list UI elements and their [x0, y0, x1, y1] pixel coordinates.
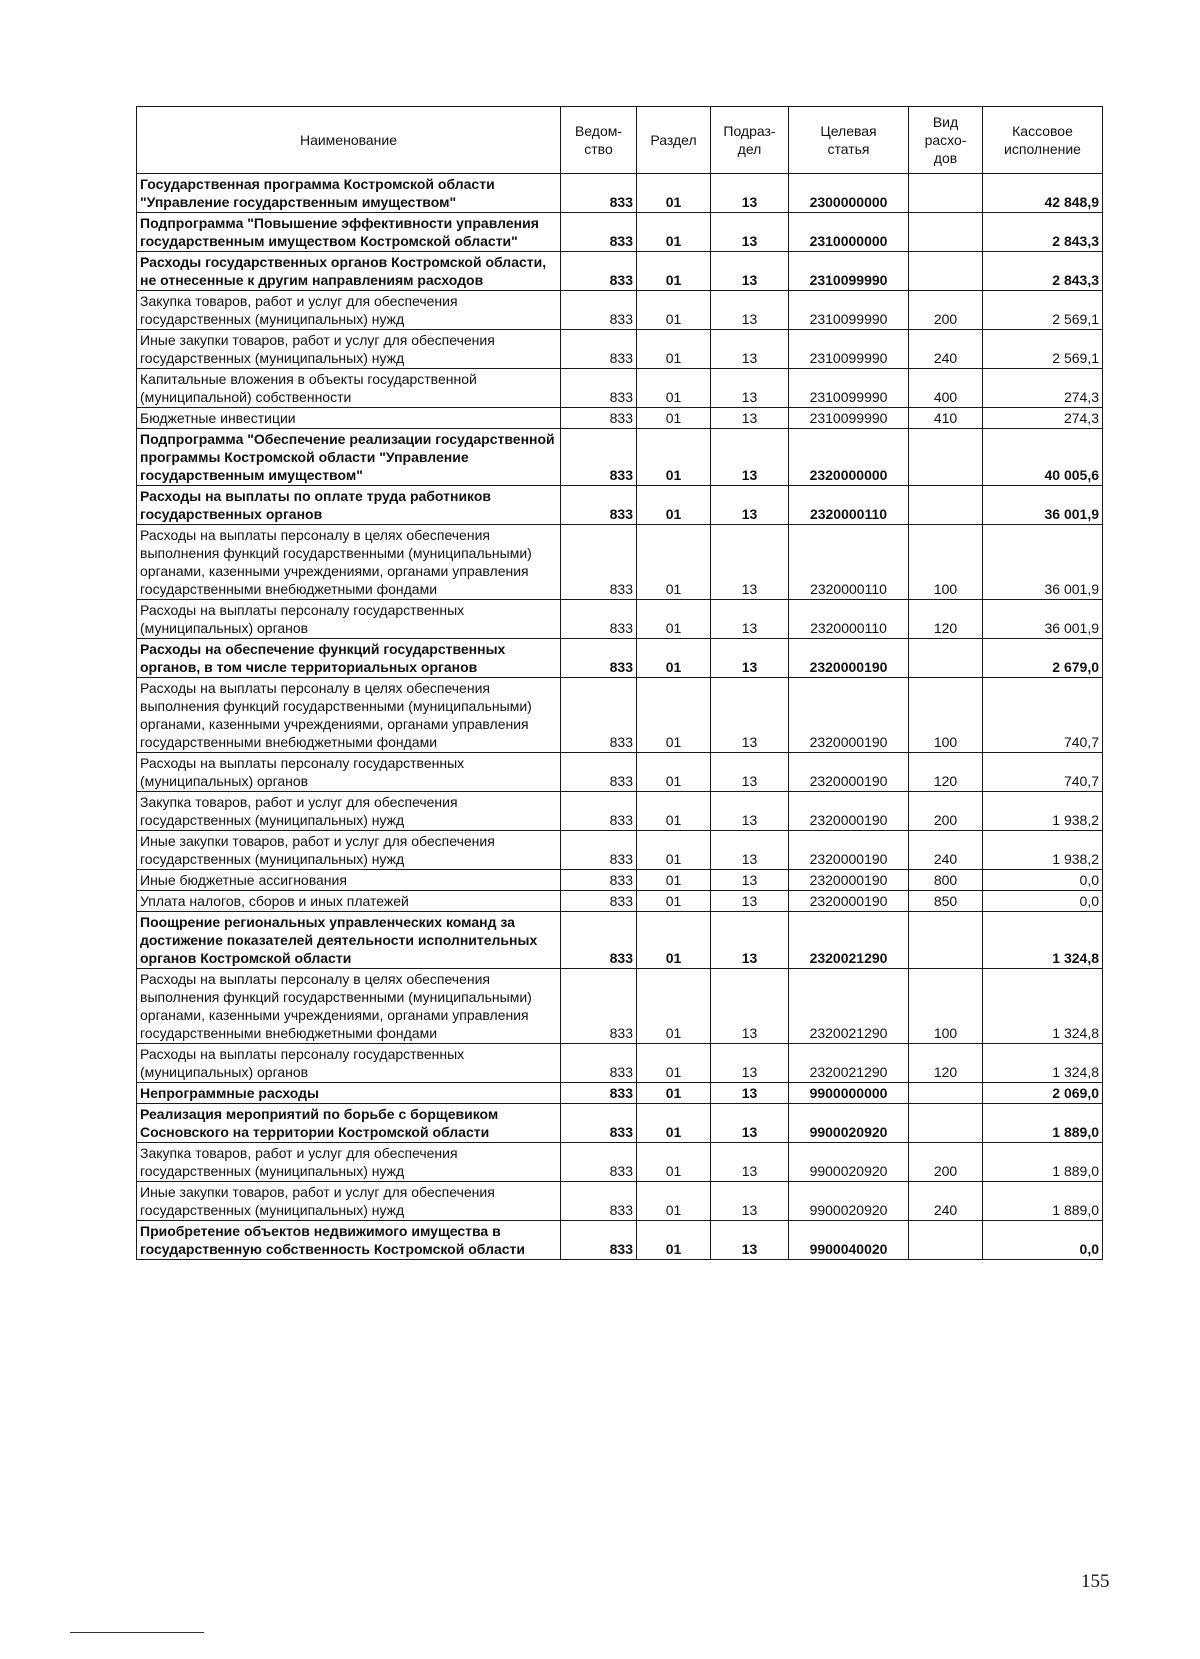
cell-name: Уплата налогов, сборов и иных платежей: [137, 891, 561, 912]
cell-exptype: [909, 912, 983, 969]
cell-target: 9900040020: [789, 1221, 909, 1260]
cell-section: 01: [637, 831, 711, 870]
cell-name: Закупка товаров, работ и услуг для обеспечения государственных (муниципальных) нужд: [137, 291, 561, 330]
cell-exptype: [909, 1104, 983, 1143]
cell-dept: 833: [561, 600, 637, 639]
cell-target: 2320000000: [789, 429, 909, 486]
cell-subsection: 13: [711, 429, 789, 486]
table-row: [137, 408, 1103, 429]
cell-exptype: [909, 1083, 983, 1104]
cell-amount: 1 324,8: [983, 1044, 1103, 1083]
cell-subsection: 13: [711, 639, 789, 678]
cell-dept: 833: [561, 486, 637, 525]
cell-dept: 833: [561, 1083, 637, 1104]
cell-section: 01: [637, 678, 711, 753]
cell-exptype: [909, 174, 983, 213]
cell-target: 9900020920: [789, 1104, 909, 1143]
table-row: [137, 969, 1103, 1044]
cell-target: 2320000110: [789, 525, 909, 600]
cell-subsection: 13: [711, 870, 789, 891]
cell-name: Подпрограмма "Повышение эффективности управления государственным имуществом Костромской области": [137, 213, 561, 252]
cell-dept: 833: [561, 408, 637, 429]
cell-target: 2320000190: [789, 870, 909, 891]
table-row: [137, 912, 1103, 969]
cell-exptype: 100: [909, 525, 983, 600]
cell-target: 2310099990: [789, 369, 909, 408]
cell-section: 01: [637, 1083, 711, 1104]
cell-amount: 740,7: [983, 753, 1103, 792]
cell-name: Расходы на выплаты персоналу государственных (муниципальных) органов: [137, 1044, 561, 1083]
cell-subsection: 13: [711, 174, 789, 213]
cell-name: Расходы государственных органов Костромской области, не отнесенные к другим направлениям расходов: [137, 252, 561, 291]
cell-amount: 1 324,8: [983, 912, 1103, 969]
cell-section: 01: [637, 330, 711, 369]
cell-dept: 833: [561, 678, 637, 753]
table-header-row: [137, 107, 1103, 174]
cell-target: 2320000110: [789, 600, 909, 639]
cell-section: 01: [637, 369, 711, 408]
cell-name: Подпрограмма "Обеспечение реализации государственной программы Костромской области "Управление государственным имуществом": [137, 429, 561, 486]
cell-subsection: 13: [711, 1104, 789, 1143]
cell-section: 01: [637, 870, 711, 891]
cell-name: Поощрение региональных управленческих команд за достижение показателей деятельности исполнительных органов Костромской области: [137, 912, 561, 969]
cell-section: 01: [637, 1104, 711, 1143]
cell-dept: 833: [561, 429, 637, 486]
cell-section: 01: [637, 408, 711, 429]
cell-section: 01: [637, 891, 711, 912]
table-row: [137, 330, 1103, 369]
cell-subsection: 13: [711, 1044, 789, 1083]
cell-amount: 274,3: [983, 369, 1103, 408]
cell-amount: 2 679,0: [983, 639, 1103, 678]
cell-subsection: 13: [711, 486, 789, 525]
cell-subsection: 13: [711, 291, 789, 330]
cell-section: 01: [637, 753, 711, 792]
cell-subsection: 13: [711, 1143, 789, 1182]
table-row: [137, 429, 1103, 486]
cell-target: 2320000190: [789, 831, 909, 870]
cell-subsection: 13: [711, 1182, 789, 1221]
cell-subsection: 13: [711, 600, 789, 639]
cell-name: Иные бюджетные ассигнования: [137, 870, 561, 891]
cell-amount: 740,7: [983, 678, 1103, 753]
cell-exptype: 100: [909, 678, 983, 753]
cell-exptype: 200: [909, 792, 983, 831]
cell-dept: 833: [561, 330, 637, 369]
cell-dept: 833: [561, 831, 637, 870]
cell-exptype: 240: [909, 831, 983, 870]
cell-dept: 833: [561, 1221, 637, 1260]
cell-dept: 833: [561, 912, 637, 969]
footnote-divider: [70, 1632, 204, 1633]
cell-subsection: 13: [711, 969, 789, 1044]
cell-target: 2310099990: [789, 252, 909, 291]
cell-exptype: 120: [909, 753, 983, 792]
table-row: [137, 1182, 1103, 1221]
cell-exptype: [909, 639, 983, 678]
table-row: [137, 792, 1103, 831]
cell-section: 01: [637, 213, 711, 252]
cell-name: Закупка товаров, работ и услуг для обеспечения государственных (муниципальных) нужд: [137, 792, 561, 831]
cell-target: 2310099990: [789, 291, 909, 330]
cell-target: 9900020920: [789, 1143, 909, 1182]
cell-amount: 1 889,0: [983, 1143, 1103, 1182]
cell-amount: 2 843,3: [983, 213, 1103, 252]
table-row: [137, 891, 1103, 912]
cell-amount: 0,0: [983, 891, 1103, 912]
cell-amount: 2 069,0: [983, 1083, 1103, 1104]
cell-amount: 36 001,9: [983, 600, 1103, 639]
cell-subsection: 13: [711, 1083, 789, 1104]
table-row: [137, 639, 1103, 678]
cell-amount: 40 005,6: [983, 429, 1103, 486]
page-number: 155: [1081, 1571, 1110, 1592]
table-row: [137, 291, 1103, 330]
table-row: [137, 753, 1103, 792]
cell-subsection: 13: [711, 525, 789, 600]
header-section: Раздел: [637, 107, 711, 174]
cell-target: 2310099990: [789, 330, 909, 369]
table-row: [137, 600, 1103, 639]
cell-exptype: [909, 486, 983, 525]
cell-dept: 833: [561, 291, 637, 330]
cell-name: Расходы на выплаты персоналу в целях обеспечения выполнения функций государственными (муниципальными) органами, казенными учреждениями, органами управления государственными внебюджетными фондами: [137, 678, 561, 753]
cell-subsection: 13: [711, 912, 789, 969]
cell-name: Расходы на выплаты персоналу государственных (муниципальных) органов: [137, 600, 561, 639]
cell-name: Иные закупки товаров, работ и услуг для обеспечения государственных (муниципальных) нужд: [137, 1182, 561, 1221]
cell-exptype: 200: [909, 1143, 983, 1182]
cell-subsection: 13: [711, 753, 789, 792]
cell-section: 01: [637, 639, 711, 678]
cell-dept: 833: [561, 213, 637, 252]
cell-exptype: [909, 1221, 983, 1260]
cell-target: 2320021290: [789, 1044, 909, 1083]
cell-target: 2320000110: [789, 486, 909, 525]
cell-exptype: 410: [909, 408, 983, 429]
cell-section: 01: [637, 291, 711, 330]
cell-name: Иные закупки товаров, работ и услуг для обеспечения государственных (муниципальных) нужд: [137, 330, 561, 369]
cell-section: 01: [637, 969, 711, 1044]
cell-subsection: 13: [711, 891, 789, 912]
cell-dept: 833: [561, 753, 637, 792]
cell-amount: 36 001,9: [983, 525, 1103, 600]
cell-dept: 833: [561, 969, 637, 1044]
cell-amount: 2 569,1: [983, 330, 1103, 369]
header-subsection: Подраз- дел: [711, 107, 789, 174]
cell-target: 2320000190: [789, 753, 909, 792]
cell-amount: 0,0: [983, 870, 1103, 891]
table-row: [137, 1044, 1103, 1083]
cell-exptype: 850: [909, 891, 983, 912]
cell-target: 2300000000: [789, 174, 909, 213]
cell-amount: 1 889,0: [983, 1104, 1103, 1143]
cell-subsection: 13: [711, 792, 789, 831]
table-row: [137, 1104, 1103, 1143]
table-row: [137, 213, 1103, 252]
cell-name: Расходы на выплаты персоналу в целях обеспечения выполнения функций государственными (муниципальными) органами, казенными учреждениями, органами управления государственными внебюджетными фондами: [137, 525, 561, 600]
cell-exptype: [909, 252, 983, 291]
cell-subsection: 13: [711, 213, 789, 252]
cell-section: 01: [637, 1182, 711, 1221]
cell-dept: 833: [561, 870, 637, 891]
cell-target: 2320000190: [789, 891, 909, 912]
cell-amount: 1 938,2: [983, 831, 1103, 870]
table-row: [137, 525, 1103, 600]
cell-dept: 833: [561, 369, 637, 408]
cell-name: Расходы на обеспечение функций государственных органов, в том числе территориальных органов: [137, 639, 561, 678]
cell-amount: 2 569,1: [983, 291, 1103, 330]
cell-name: Реализация мероприятий по борьбе с борщевиком Сосновского на территории Костромской области: [137, 1104, 561, 1143]
cell-section: 01: [637, 1044, 711, 1083]
cell-dept: 833: [561, 174, 637, 213]
cell-exptype: [909, 429, 983, 486]
cell-section: 01: [637, 252, 711, 291]
cell-subsection: 13: [711, 831, 789, 870]
cell-target: 2320000190: [789, 639, 909, 678]
cell-exptype: [909, 213, 983, 252]
table-row: [137, 1083, 1103, 1104]
cell-subsection: 13: [711, 678, 789, 753]
header-name: Наименование: [137, 107, 561, 174]
header-dept: Ведом- ство: [561, 107, 637, 174]
cell-subsection: 13: [711, 330, 789, 369]
table-row: [137, 1221, 1103, 1260]
cell-section: 01: [637, 525, 711, 600]
cell-name: Непрограммные расходы: [137, 1083, 561, 1104]
cell-dept: 833: [561, 639, 637, 678]
cell-target: 9900020920: [789, 1182, 909, 1221]
cell-amount: 36 001,9: [983, 486, 1103, 525]
cell-target: 2310000000: [789, 213, 909, 252]
cell-target: 2320021290: [789, 912, 909, 969]
cell-name: Закупка товаров, работ и услуг для обеспечения государственных (муниципальных) нужд: [137, 1143, 561, 1182]
cell-section: 01: [637, 429, 711, 486]
cell-dept: 833: [561, 1143, 637, 1182]
table-row: [137, 870, 1103, 891]
cell-dept: 833: [561, 252, 637, 291]
table-row: [137, 678, 1103, 753]
cell-subsection: 13: [711, 408, 789, 429]
cell-exptype: 100: [909, 969, 983, 1044]
cell-section: 01: [637, 912, 711, 969]
cell-target: 2320021290: [789, 969, 909, 1044]
cell-exptype: 240: [909, 330, 983, 369]
header-amount: Кассовое исполнение: [983, 107, 1103, 174]
table-row: [137, 252, 1103, 291]
cell-exptype: 200: [909, 291, 983, 330]
table-row: [137, 174, 1103, 213]
cell-name: Приобретение объектов недвижимого имущества в государственную собственность Костромской области: [137, 1221, 561, 1260]
cell-dept: 833: [561, 1104, 637, 1143]
budget-table: [136, 106, 1103, 1260]
cell-target: 2310099990: [789, 408, 909, 429]
cell-amount: 1 938,2: [983, 792, 1103, 831]
cell-amount: 0,0: [983, 1221, 1103, 1260]
cell-section: 01: [637, 792, 711, 831]
header-target: Целевая статья: [789, 107, 909, 174]
cell-section: 01: [637, 486, 711, 525]
cell-section: 01: [637, 1221, 711, 1260]
cell-subsection: 13: [711, 252, 789, 291]
cell-subsection: 13: [711, 1221, 789, 1260]
table-row: [137, 831, 1103, 870]
cell-amount: 274,3: [983, 408, 1103, 429]
cell-name: Расходы на выплаты персоналу в целях обеспечения выполнения функций государственными (муниципальными) органами, казенными учреждениями, органами управления государственными внебюджетными фондами: [137, 969, 561, 1044]
table-row: [137, 369, 1103, 408]
cell-dept: 833: [561, 525, 637, 600]
cell-name: Расходы на выплаты по оплате труда работников государственных органов: [137, 486, 561, 525]
cell-name: Расходы на выплаты персоналу государственных (муниципальных) органов: [137, 753, 561, 792]
cell-name: Иные закупки товаров, работ и услуг для обеспечения государственных (муниципальных) нужд: [137, 831, 561, 870]
cell-dept: 833: [561, 1044, 637, 1083]
cell-name: Бюджетные инвестиции: [137, 408, 561, 429]
cell-target: 9900000000: [789, 1083, 909, 1104]
cell-amount: 42 848,9: [983, 174, 1103, 213]
cell-dept: 833: [561, 891, 637, 912]
cell-section: 01: [637, 1143, 711, 1182]
cell-name: Капитальные вложения в объекты государственной (муниципальной) собственности: [137, 369, 561, 408]
table-body: [137, 174, 1103, 1260]
cell-subsection: 13: [711, 369, 789, 408]
cell-section: 01: [637, 600, 711, 639]
cell-exptype: 120: [909, 600, 983, 639]
cell-dept: 833: [561, 792, 637, 831]
table-row: [137, 1143, 1103, 1182]
cell-amount: 1 889,0: [983, 1182, 1103, 1221]
cell-target: 2320000190: [789, 792, 909, 831]
cell-amount: 2 843,3: [983, 252, 1103, 291]
cell-section: 01: [637, 174, 711, 213]
cell-exptype: 800: [909, 870, 983, 891]
cell-exptype: 120: [909, 1044, 983, 1083]
cell-amount: 1 324,8: [983, 969, 1103, 1044]
cell-target: 2320000190: [789, 678, 909, 753]
table-row: [137, 486, 1103, 525]
cell-name: Государственная программа Костромской области "Управление государственным имуществом": [137, 174, 561, 213]
cell-exptype: 240: [909, 1182, 983, 1221]
header-exptype: Вид расхо- дов: [909, 107, 983, 174]
cell-dept: 833: [561, 1182, 637, 1221]
cell-exptype: 400: [909, 369, 983, 408]
